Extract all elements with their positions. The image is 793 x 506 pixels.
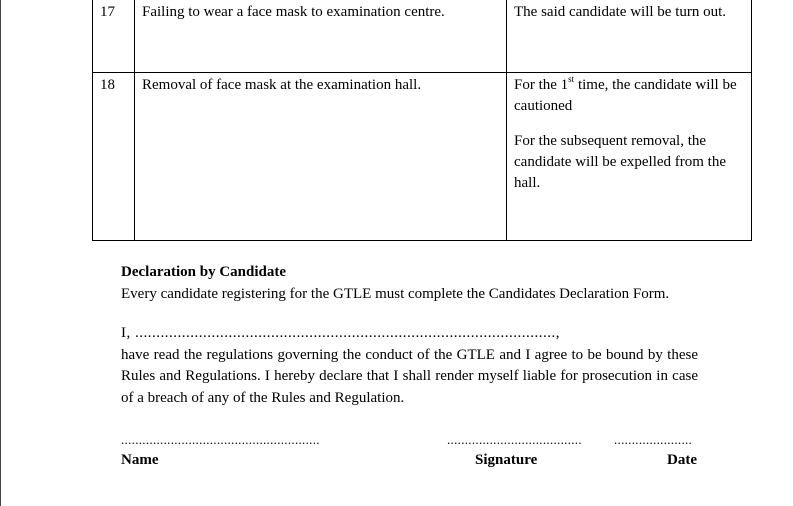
row-number: 17 [93,0,135,72]
declaration-body: have read the regulations governing the conduct of the GTLE and I agree to be bound by these Rules and Regulations. I hereby declare that I shall render myself liable for prosecution in case of a breach of any of the Rules and Regulation. [121,346,698,406]
penalty-first-time [514,75,744,117]
declaration-title: Declaration by Candidate [121,264,286,280]
name-dotted-line: ........................................................ [121,432,320,447]
declaration-intro: Every candidate registering for the GTLE must complete the Candidates Declaration Form. [121,285,670,302]
penalty-first-pre: For the 1 [514,76,569,93]
penalty-cell [507,72,752,240]
table-row [93,72,752,240]
rules-table [92,0,752,241]
date-dotted-line: ...................... [614,432,693,447]
signature-lines [121,432,698,448]
page-left-border [0,0,1,506]
signature-dotted-line: ...................................... [447,432,582,447]
candidate-name-blank: I, ..................................................................................................., [121,325,560,341]
penalty-cell [507,0,752,72]
offence-cell: Removal of face mask at the examination hall. [135,72,507,240]
penalty-text: The said candidate will be turn out. [514,4,727,20]
offence-cell: Failing to wear a face mask to examination centre. [135,0,507,72]
table-row [93,0,752,72]
penalty-first-post: time, the candidate will be cautioned [514,76,737,114]
ordinal-superscript: st [568,73,575,84]
row-number: 18 [93,72,135,240]
declaration-section [121,262,698,409]
penalty-subsequent: For the subsequent removal, the candidate will be expelled from the hall. [514,132,726,191]
signature-label: Signature [475,452,538,468]
date-label: Date [667,452,697,468]
name-label: Name [121,452,159,468]
